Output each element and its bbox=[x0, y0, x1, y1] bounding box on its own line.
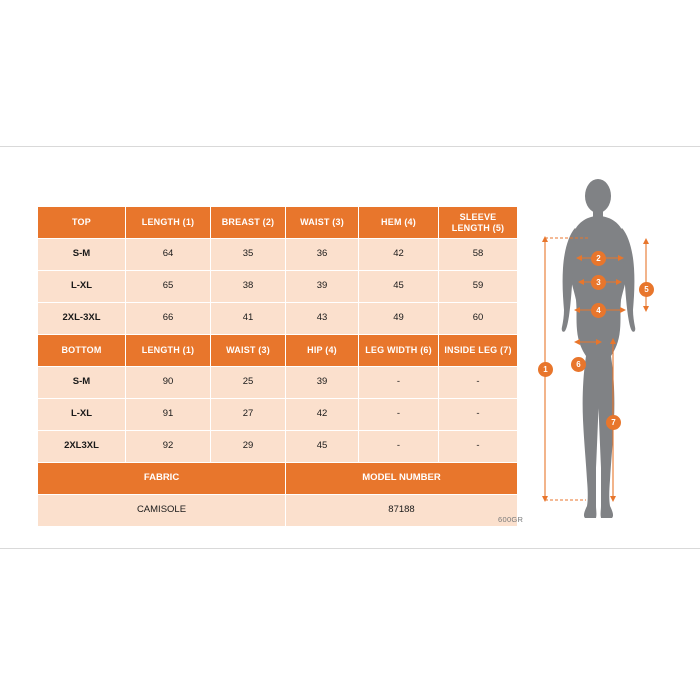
divider-bottom bbox=[0, 548, 700, 549]
cell: 42 bbox=[359, 239, 439, 271]
header-cell: WAIST (3) bbox=[211, 335, 286, 367]
header-cell: HIP (4) bbox=[286, 335, 359, 367]
header-cell: INSIDE LEG (7) bbox=[439, 335, 518, 367]
cell: 58 bbox=[439, 239, 518, 271]
cell: 91 bbox=[126, 399, 211, 431]
cell: 39 bbox=[286, 367, 359, 399]
row-label: S-M bbox=[38, 367, 126, 399]
marker-badge-3: 3 bbox=[591, 275, 606, 290]
top-section-header-row bbox=[38, 207, 518, 239]
footer-header-row bbox=[38, 463, 518, 495]
table-row bbox=[38, 399, 518, 431]
fabric-header: FABRIC bbox=[38, 463, 286, 495]
marker-badge-2: 2 bbox=[591, 251, 606, 266]
cell: - bbox=[359, 367, 439, 399]
cell: 45 bbox=[359, 271, 439, 303]
marker-badge-5: 5 bbox=[639, 282, 654, 297]
cell: 27 bbox=[211, 399, 286, 431]
model-number-header: MODEL NUMBER bbox=[286, 463, 518, 495]
cell: 59 bbox=[439, 271, 518, 303]
marker-badge-1: 1 bbox=[538, 362, 553, 377]
cell: 29 bbox=[211, 431, 286, 463]
cell: 66 bbox=[126, 303, 211, 335]
cell: 39 bbox=[286, 271, 359, 303]
female-silhouette-icon bbox=[530, 170, 680, 530]
size-chart-table bbox=[37, 206, 518, 527]
header-cell: BREAST (2) bbox=[211, 207, 286, 239]
row-label: 2XL-3XL bbox=[38, 303, 126, 335]
cell: 42 bbox=[286, 399, 359, 431]
cell: 49 bbox=[359, 303, 439, 335]
cell: 41 bbox=[211, 303, 286, 335]
product-code: 600GR bbox=[498, 515, 524, 524]
row-label: L-XL bbox=[38, 271, 126, 303]
table-row bbox=[38, 239, 518, 271]
marker-badge-4: 4 bbox=[591, 303, 606, 318]
table-row bbox=[38, 367, 518, 399]
header-cell: LENGTH (1) bbox=[126, 335, 211, 367]
cell: - bbox=[439, 367, 518, 399]
header-cell: WAIST (3) bbox=[286, 207, 359, 239]
bottom-section-header-row bbox=[38, 335, 518, 367]
header-cell: TOP bbox=[38, 207, 126, 239]
row-label: 2XL3XL bbox=[38, 431, 126, 463]
cell: - bbox=[359, 399, 439, 431]
cell: 45 bbox=[286, 431, 359, 463]
cell: - bbox=[439, 399, 518, 431]
table-row bbox=[38, 431, 518, 463]
cell: 64 bbox=[126, 239, 211, 271]
header-cell: SLEEVE LENGTH (5) bbox=[439, 207, 518, 239]
marker-badge-6: 6 bbox=[571, 357, 586, 372]
header-cell: HEM (4) bbox=[359, 207, 439, 239]
table-row bbox=[38, 303, 518, 335]
row-label: S-M bbox=[38, 239, 126, 271]
model-figure bbox=[530, 170, 680, 530]
cell: 60 bbox=[439, 303, 518, 335]
cell: 43 bbox=[286, 303, 359, 335]
marker-badge-7: 7 bbox=[606, 415, 621, 430]
model-number-value: 87188 bbox=[286, 495, 518, 527]
header-cell: LEG WIDTH (6) bbox=[359, 335, 439, 367]
row-label: L-XL bbox=[38, 399, 126, 431]
divider-top bbox=[0, 146, 700, 147]
cell: 36 bbox=[286, 239, 359, 271]
cell: - bbox=[359, 431, 439, 463]
table-row bbox=[38, 271, 518, 303]
cell: 35 bbox=[211, 239, 286, 271]
header-cell: LENGTH (1) bbox=[126, 207, 211, 239]
cell: - bbox=[439, 431, 518, 463]
cell: 92 bbox=[126, 431, 211, 463]
cell: 90 bbox=[126, 367, 211, 399]
fabric-value: CAMISOLE bbox=[38, 495, 286, 527]
header-cell: BOTTOM bbox=[38, 335, 126, 367]
size-chart-table-wrapper bbox=[37, 206, 517, 527]
cell: 65 bbox=[126, 271, 211, 303]
cell: 25 bbox=[211, 367, 286, 399]
cell: 38 bbox=[211, 271, 286, 303]
footer-data-row bbox=[38, 495, 518, 527]
